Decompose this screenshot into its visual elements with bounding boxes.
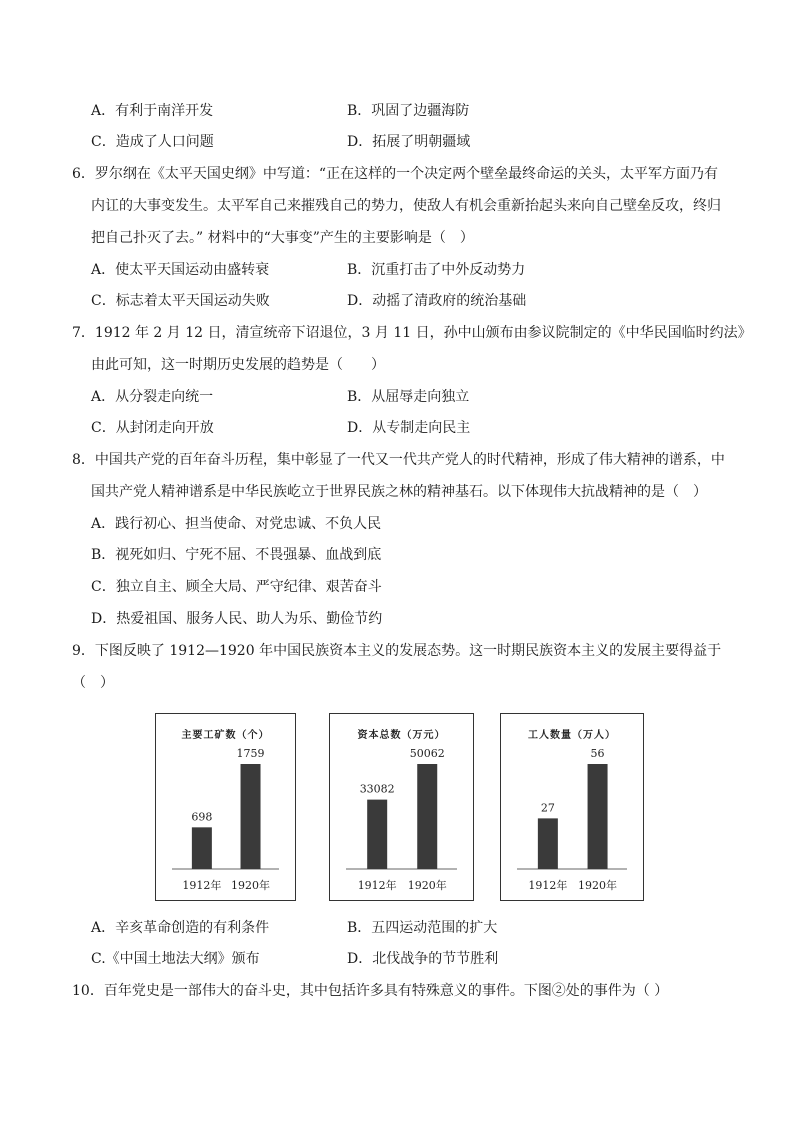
q5-option-c: C．造成了人口问题	[91, 134, 214, 150]
q5-option-b: B．巩固了边疆海防	[347, 103, 470, 119]
q6-stem-line1: 6．罗尔纲在《太平天国史纲》中写道：“正在这样的一个决定两个壁垒最终命运的关头，太平军方面乃有	[72, 166, 719, 182]
q8-stem-line1: 8．中国共产党的百年奋斗历程，集中彰显了一代又一代共产党人的时代精神，形成了伟大精神的谱系，中	[72, 452, 725, 468]
q8-option-a: A．践行初心、担当使命、对党忠诚、不负人民	[91, 516, 382, 532]
chart-value-label: 50062	[409, 747, 445, 760]
chart-bar	[588, 764, 608, 869]
q7-option-b: B．从屈辱走向独立	[347, 389, 470, 405]
q6-stem-line3: 把自己扑灭了去。” 材料中的“大事变”产生的主要影响是（ ）	[91, 230, 474, 246]
q8-option-b: B．视死如归、宁死不屈、不畏强暴、血战到底	[91, 547, 382, 563]
chart-category-label: 1920年	[407, 879, 447, 892]
q6-option-a: A．使太平天国运动由盛转衰	[91, 262, 270, 278]
q5-option-d: D．拓展了明朝疆域	[347, 134, 471, 150]
chart-category-label: 1912年	[182, 879, 222, 892]
chart-svg	[156, 714, 295, 900]
chart-bar	[538, 818, 558, 869]
q9-stem-line2: （ ）	[72, 675, 114, 691]
q6-option-c: C．标志着太平天国运动失败	[91, 293, 270, 309]
q7-stem-line1: 7．1912 年 2 月 12 日，清宣统帝下诏退位，3 月 11 日，孙中山颁布由参议院制定的《中华民国临时约法》	[72, 325, 752, 341]
q6-option-d: D．动摇了清政府的统治基础	[347, 293, 527, 309]
chart-workers	[500, 713, 644, 901]
q6-stem-line2: 内讧的大事变发生。太平军自己来摧残自己的势力，使敌人有机会重新抬起头来向自己壁垒反攻，终归	[91, 198, 721, 214]
q7-option-d: D．从专制走向民主	[347, 420, 471, 436]
chart-value-label: 33082	[359, 782, 395, 796]
q7-option-a: A．从分裂走向统一	[91, 389, 214, 405]
chart-capital	[329, 713, 474, 901]
chart-mines	[155, 713, 296, 901]
q5-option-a: A．有利于南洋开发	[91, 103, 214, 119]
chart-category-label: 1912年	[357, 879, 397, 892]
q9-stem-line1: 9．下图反映了 1912—1920 年中国民族资本主义的发展态势。这一时期民族资本主义的发展主要得益于	[72, 643, 722, 659]
chart-bar	[241, 764, 261, 869]
chart-category-label: 1920年	[578, 879, 618, 892]
q9-option-d: D．北伐战争的节节胜利	[347, 951, 499, 967]
chart-svg	[330, 714, 473, 900]
chart-bar	[192, 827, 212, 869]
q8-stem-line2: 国共产党人精神谱系是中华民族屹立于世界民族之林的精神基石。以下体现伟大抗战精神的是（ ）	[91, 484, 707, 500]
chart-value-label: 56	[590, 747, 605, 760]
chart-title: 资本总数（万元）	[357, 730, 446, 741]
q9-option-b: B．五四运动范围的扩大	[347, 920, 498, 936]
q10-stem-line1: 10．百年党史是一部伟大的奋斗史，其中包括许多具有特殊意义的事件。下图②处的事件为（ ）	[72, 983, 669, 999]
chart-value-label: 1759	[236, 747, 265, 760]
chart-category-label: 1912年	[528, 879, 568, 892]
chart-svg	[501, 714, 643, 900]
chart-value-label: 27	[540, 801, 555, 815]
q8-option-d: D．热爱祖国、服务人民、助人为乐、勤俭节约	[91, 611, 383, 627]
q8-option-c: C．独立自主、顾全大局、严守纪律、艰苦奋斗	[91, 579, 382, 595]
chart-title: 主要工矿数（个）	[181, 730, 270, 741]
q7-stem-line2: 由此可知，这一时期历史发展的趋势是（ ）	[91, 357, 385, 373]
chart-bar	[367, 800, 387, 869]
q6-option-b: B．沉重打击了中外反动势力	[347, 262, 526, 278]
q7-option-c: C．从封闭走向开放	[91, 420, 214, 436]
q9-option-c: C.《中国土地法大纲》颁布	[91, 951, 260, 967]
chart-category-label: 1920年	[231, 879, 271, 892]
q9-option-a: A．辛亥革命创造的有利条件	[91, 920, 270, 936]
chart-bar	[417, 764, 437, 869]
chart-title: 工人数量（万人）	[528, 730, 616, 741]
chart-value-label: 698	[191, 810, 213, 824]
